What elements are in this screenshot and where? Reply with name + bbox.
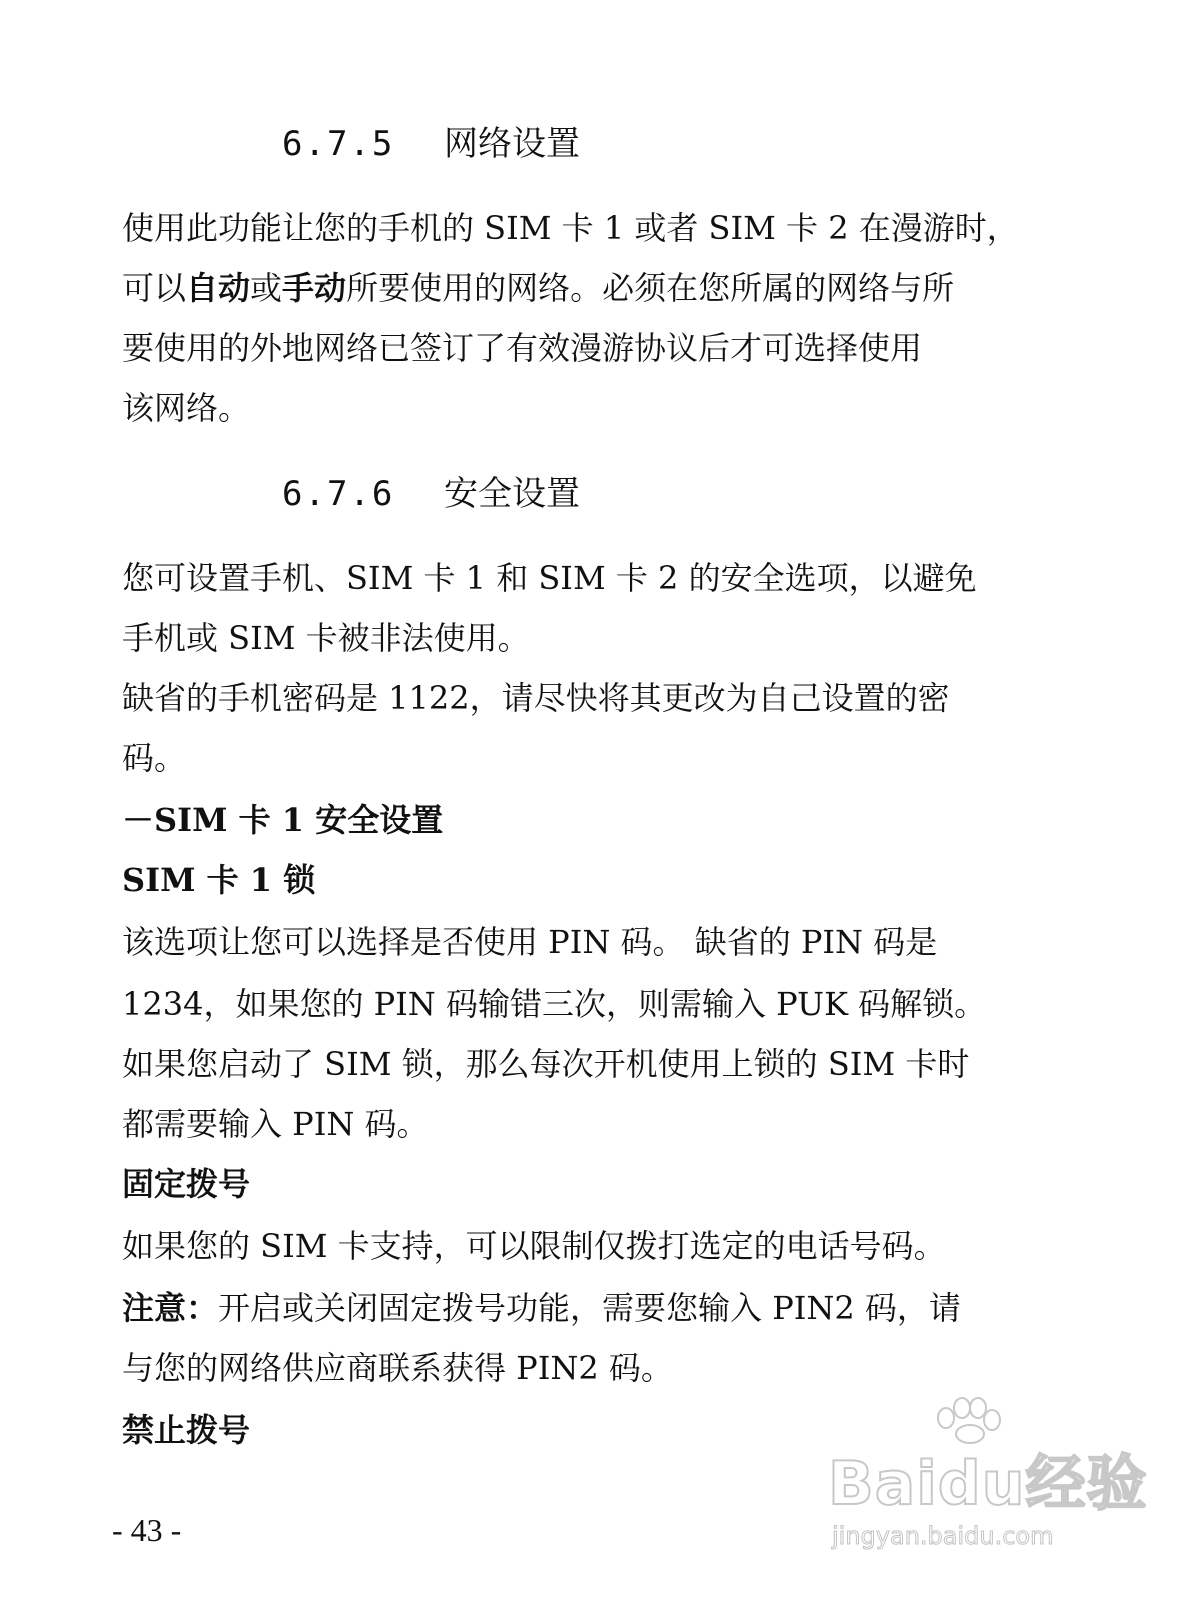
paragraph-line: 缺省的手机密码是 1122，请尽快将其更改为自己设置的密 [122,679,950,717]
subheading-sim1-lock: SIM 卡 1 锁 [122,861,316,899]
paragraph-line: 该选项让您可以选择是否使用 PIN 码。 缺省的 PIN 码是 [122,923,938,961]
paragraph-line: 与您的网络供应商联系获得 PIN2 码。 [122,1349,673,1387]
watermark-logo: Baidu经验 [828,1449,1148,1519]
paragraph-line: 使用此功能让您的手机的 SIM 卡 1 或者 SIM 卡 2 在漫游时， [122,209,1019,247]
section-title: 网络设置 [444,124,580,164]
subheading-sim1-security: －SIM 卡 1 安全设置 [122,801,444,839]
emphasis-manual: 手动 [282,269,347,307]
section-number: 6.7.6 [282,474,395,514]
text-span: 开启或关闭固定拨号功能，需要您输入 PIN2 码，请 [218,1289,961,1327]
paragraph-line: 您可设置手机、SIM 卡 1 和 SIM 卡 2 的安全选项，以避免 [122,559,977,597]
paragraph-line: 都需要输入 PIN 码。 [122,1105,429,1143]
section-number: 6.7.5 [282,124,395,164]
paragraph-line: 手机或 SIM 卡被非法使用。 [122,619,530,657]
page-number: - 43 - [112,1512,182,1548]
emphasis-auto: 自动 [186,269,251,307]
paragraph-line: 如果您的 SIM 卡支持，可以限制仅拨打选定的电话号码。 [122,1227,946,1265]
text-span: 或 [250,269,283,307]
section-heading-security [282,474,580,514]
paragraph-line: 该网络。 [122,389,251,427]
paragraph-line: 如果您启动了 SIM 锁，那么每次开机使用上锁的 SIM 卡时 [122,1045,970,1083]
subheading-fixed-dial: 固定拨号 [122,1165,251,1203]
paragraph-line: 1234，如果您的 PIN 码输错三次，则需输入 PUK 码解锁。 [122,985,987,1023]
subheading-call-barring: 禁止拨号 [122,1411,251,1449]
paragraph-line [122,268,954,308]
watermark-url: jingyan.baidu.com [832,1522,1054,1550]
note-line [122,1288,961,1328]
section-title: 安全设置 [444,474,580,514]
paragraph-line: 要使用的外地网络已签订了有效漫游协议后才可选择使用 [122,329,923,367]
text-span: 所要使用的网络。必须在您所属的网络与所 [346,269,955,307]
baidu-watermark [828,1396,1148,1571]
text-span: 可以 [122,269,187,307]
section-heading-network [282,124,580,164]
paragraph-line: 码。 [122,739,187,777]
note-label: 注意： [122,1289,219,1327]
